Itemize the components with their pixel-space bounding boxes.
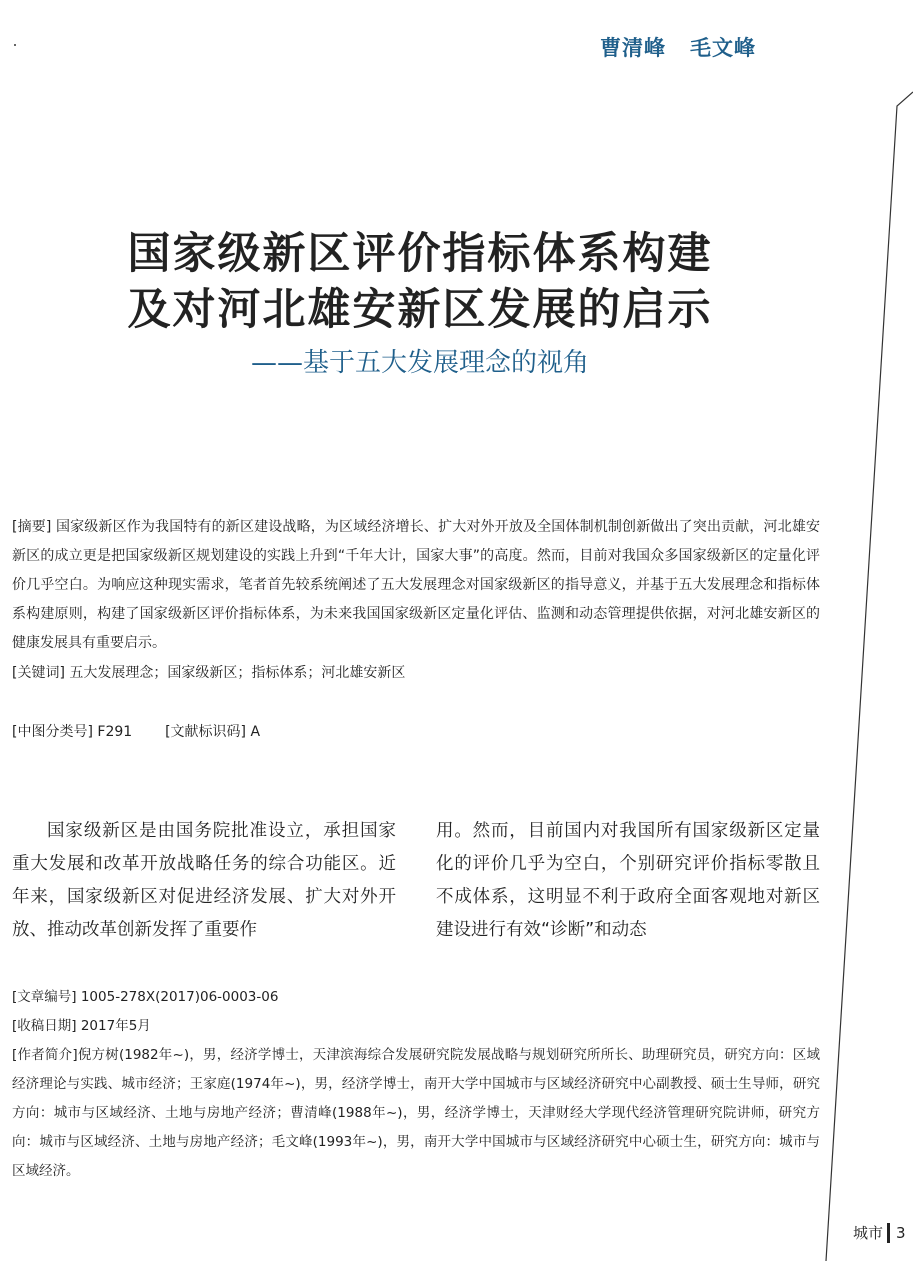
abstract-tag: [摘要] bbox=[12, 519, 52, 535]
clc-tag: [中图分类号] bbox=[12, 724, 93, 740]
keywords-text: 五大发展理念；国家级新区；指标体系；河北雄安新区 bbox=[69, 665, 406, 681]
abstract bbox=[12, 513, 820, 658]
author-name: 曹清峰 bbox=[600, 36, 666, 60]
body-column-left: 国家级新区是由国务院批准设立，承担国家重大发展和改革开放战略任务的综合功能区。近年来，国家级新区对促进经济发展、扩大对外开放、推动改革创新发挥了重要作 bbox=[12, 821, 396, 940]
received-date-tag: [收稿日期] bbox=[12, 1018, 77, 1034]
page-number: 3 bbox=[896, 1223, 906, 1242]
page-footer bbox=[853, 1222, 906, 1243]
title-line: 国家级新区评价指标体系构建 bbox=[127, 229, 713, 279]
author-info-text: 倪方树(1982年~)，男，经济学博士，天津滨海综合发展研究院发展战略与规划研究所所长、助理研究员，研究方向：区域经济理论与实践、城市经济；王家庭(1974年~)，男，经济学博士，南开大学中国城市与区域经济研究中心副教授、硕士生导师，研究方向：城市与区域经济、土地与房地产经济；曹清峰(1988年~)，男，经济学博士，天津财经大学现代经济管理研究院讲师，研究方向：城市与区域经济、土地与房地产经济；毛文峰(1993年~)，男，南开大学中国城市与区域经济研究中心硕士生，研究方向：城市与区域经济。 bbox=[12, 1047, 820, 1179]
abstract-text: 国家级新区作为我国特有的新区建设战略，为区域经济增长、扩大对外开放及全国体制机制创新做出了突出贡献，河北雄安新区的成立更是把国家级新区规划建设的实践上升到“千年大计，国家大事”的高度。然而，目前对我国众多国家级新区的定量化评价几乎空白。为响应这种现实需求，笔者首先较系统阐述了五大发展理念对国家级新区的指导意义，并基于五大发展理念和指标体系构建原则，构建了国家级新区评价指标体系，为未来我国国家级新区定量化评估、监测和动态管理提供依据，对河北雄安新区的健康发展具有重要启示。 bbox=[12, 519, 821, 651]
footer-divider bbox=[887, 1223, 890, 1243]
doc-code-value: A bbox=[250, 724, 261, 740]
article-title bbox=[60, 226, 780, 338]
article-subtitle: ——基于五大发展理念的视角 bbox=[250, 348, 589, 378]
keywords bbox=[12, 659, 820, 688]
doc-code-tag: [文献标识码] bbox=[165, 724, 247, 740]
body-text bbox=[12, 815, 820, 947]
article-metadata bbox=[12, 983, 820, 1186]
received-date-value: 2017年5月 bbox=[80, 1018, 151, 1034]
keywords-tag: [关键词] bbox=[12, 665, 65, 681]
classification bbox=[12, 718, 820, 747]
article-number bbox=[12, 983, 820, 1012]
article-number-value: 1005-278X(2017)06-0003-06 bbox=[80, 989, 279, 1005]
author-name: 毛文峰 bbox=[690, 36, 756, 60]
header-authors bbox=[600, 32, 830, 62]
author-info-tag: [作者简介] bbox=[12, 1047, 78, 1063]
title-line: 及对河北雄安新区发展的启示 bbox=[127, 285, 713, 335]
scan-speck bbox=[14, 44, 16, 46]
journal-name: 城市 bbox=[853, 1224, 884, 1242]
author-info bbox=[12, 1041, 820, 1186]
article-number-tag: [文章编号] bbox=[12, 989, 77, 1005]
clc-value: F291 bbox=[97, 724, 133, 740]
body-column-right: 用。然而，目前国内对我国所有国家级新区定量化的评价几乎为空白，个别研究评价指标零散且不成体系，这明显不利于政府全面客观地对新区建设进行有效“诊断”和动态 bbox=[436, 821, 820, 940]
received-date bbox=[12, 1012, 820, 1041]
page-edge-line bbox=[826, 92, 913, 1261]
